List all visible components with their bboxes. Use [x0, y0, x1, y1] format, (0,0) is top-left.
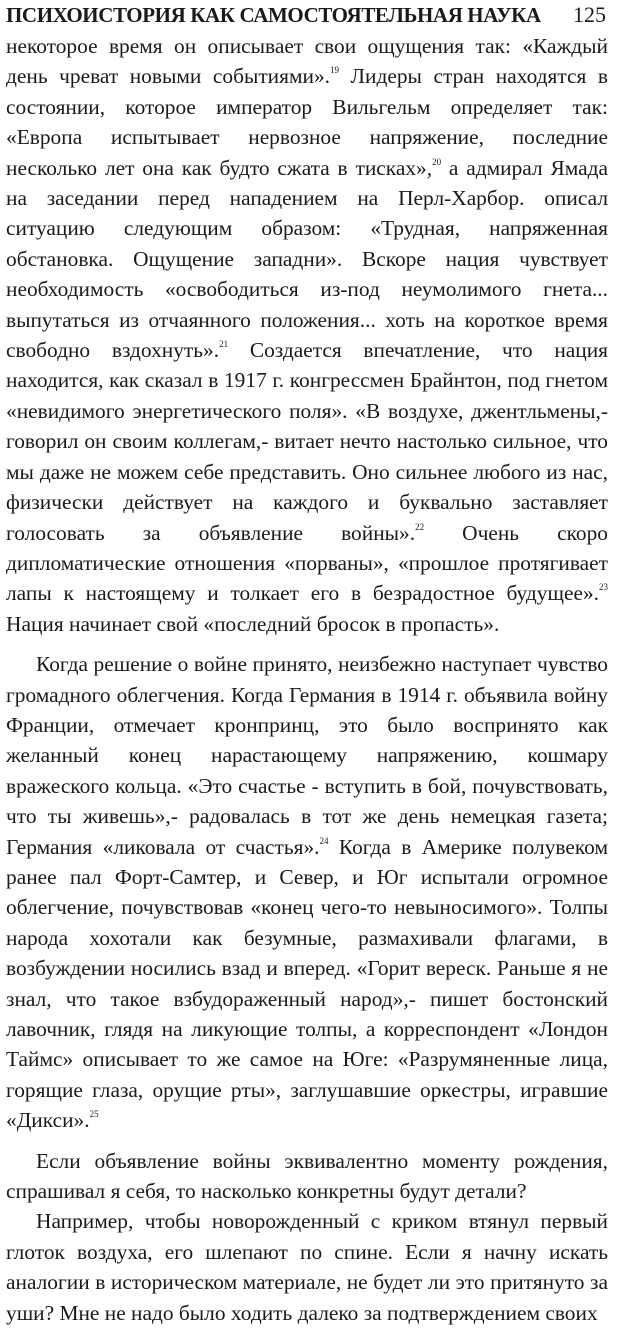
text-run: Если объявление войны эквивалентно моменту рождения, спрашивал я себя, то насколько конкретны будут детали?: [6, 1148, 608, 1204]
paragraph-1: [6, 31, 608, 639]
text-run: Нация начинает свой «последний бросок в пропасть».: [6, 611, 500, 636]
text-run: некоторое время он описывает свои ощущения так: «Каждый день чреват новыми событиями».: [6, 34, 608, 89]
text-run: Когда в Америке полувеком ранее пал Форт-Самтер, и Север, и Юг испытали огромное облегчение, почувствовав «конец чего-то невыносимого». Толпы народа хохотали как безумные, размахивали флагами, в возбуждении носились взад и вперед. «Горит вереск. Раньше я не знал, что такое взбудораженный народ»,- пишет бостонский лавочник, глядя на ликующие толпы, а корреспондент «Лондон Таймс» описывает то же самое на Юге: «Разрумяненные лица, горящие глаза, орущие рты», заглушавшие оркестры, игравшие «Дикси».: [6, 834, 608, 1133]
footnote-marker: 21: [219, 339, 229, 350]
running-head-title: ПСИХОИСТОРИЯ КАК САМОСТОЯТЕЛЬНАЯ НАУКА: [6, 3, 541, 27]
footnote-marker: 25: [89, 1109, 99, 1120]
paragraph-2: [6, 649, 608, 1136]
footnote-marker: 22: [415, 521, 425, 532]
paragraph-4: [6, 1206, 608, 1328]
text-run: Например, чтобы новорожденный с криком втянул первый глоток воздуха, его шлепают по спине. Если я начну искать аналогии в историческом материале, не будет ли это притянуто за уши? Мне не надо было ходить далеко за подтверждением своих: [6, 1209, 608, 1325]
footnote-marker: 19: [329, 65, 339, 76]
page-number: 125: [573, 2, 606, 27]
body-text: [6, 31, 608, 1328]
text-run: Лидеры стран находятся в состоянии, которое император Вильгельм определяет так: «Европа испытывает нервозное напряжение, последние несколько лет она как будто сжата в тисках»,: [6, 64, 608, 180]
footnote-marker: 24: [319, 835, 329, 846]
running-header: [6, 0, 608, 30]
text-run: Когда решение о войне принято, неизбежно наступает чувство громадного облегчения. Когда Германия в 1914 г. объявила войну Франции, отмечает кронпринц, это было воспринято как желанный конец нарастающему напряжению, кошмару вражеского кольца. «Это счастье - вступить в бой, почувствовать, что ты живешь»,- радовалась в тот же день немецкая газета; Германия «ликовала от счастья».: [6, 652, 608, 859]
footnote-marker: 20: [432, 156, 442, 167]
footnote-marker: 23: [599, 582, 608, 593]
paragraph-3: [6, 1146, 608, 1207]
text-run: Очень скоро дипломатические отношения «порваны», «прошлое протягивает лапы к настоящему и толкает его в безрадостное будущее».: [6, 520, 609, 606]
text-run: Создается впечатление, что нация находится, как сказал в 1917 г. конгрессмен Брайнтон, под гнетом «невидимого энергетического поля». «В воздухе, джентльмены,- говорил он своим коллегам,- витает нечто настолько сильное, что мы даже не можем себе представить. Оно сильнее любого из нас, физически действует на каждого и буквально заставляет голосовать за объявление войны».: [6, 338, 608, 545]
text-run: а адмирал Ямада на заседании перед нападением на Перл-Харбор. описал ситуацию следующим образом: «Трудная, напряженная обстановка. Ощущение западни». Вскоре нация чувствует необходимость «освободиться из-под неумолимого гнета... выпутаться из отчаянного положения... хоть на короткое время свободно вздохнуть».: [6, 155, 608, 363]
